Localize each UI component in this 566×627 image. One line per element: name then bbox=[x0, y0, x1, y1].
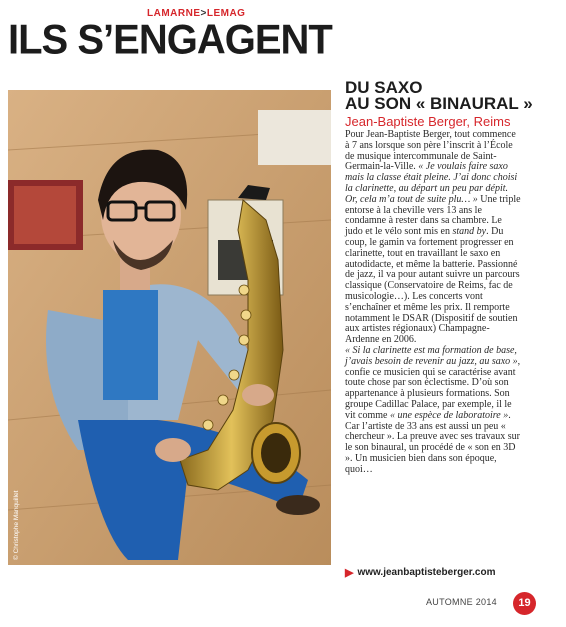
musician-photo bbox=[8, 90, 331, 565]
website-link-row[interactable] bbox=[345, 566, 495, 579]
headline-line2: AU SON « BINAURAL » bbox=[345, 94, 533, 113]
p2-text: , confie ce musicien qui se caractérise avant toute chose par son éclectisme. D’où son appartenance à plusieurs formations. Son groupe Cadillac Palace, par exemple, il le vit comme bbox=[345, 355, 521, 421]
article-byline: Jean-Baptiste Berger, Reims bbox=[345, 114, 511, 129]
photo-credit: © Christophe Manquillet bbox=[13, 490, 20, 560]
paragraph-2 bbox=[345, 346, 521, 476]
p1-continued: . Du coup, le gamin va fortement progresser en clarinette, tout en travaillant le saxo en autodidacte, et même la batterie. Passionné de jazz, il va pour autant suivre un parcours classique (Conservatoire de Reims, fac de musicologie…). Les concerts vont s’enchaîner et même les prix. Il remporte notamment le DSAR (Dispositif de soutien aux artistes régionaux) Champagne-Ardenne en 2006. bbox=[345, 226, 520, 346]
article-headline bbox=[345, 80, 533, 112]
p1-text: Une triple entorse à la cheville vers 13 ans le condamne à rester dans sa chambre. Le judo et le vélo sont mis en bbox=[345, 193, 521, 238]
p1-quote: « Je voulais faire saxo mais la classe était pleine. J’ai donc choisi la clarinette, au départ un peu par dépit. Or, cela m’a tout de suite plu… » bbox=[345, 161, 518, 205]
masthead-separator: > bbox=[200, 8, 207, 19]
p2-quote: « Si la clarinette est ma formation de base, j’avais besoin de revenir au jazz, au saxo » bbox=[345, 344, 518, 367]
page-number-badge: 19 bbox=[513, 592, 536, 615]
link-arrow-icon: ▶ bbox=[345, 567, 354, 579]
masthead-part2: LEMAG bbox=[206, 8, 246, 19]
issue-season: AUTOMNE 2014 bbox=[426, 597, 497, 607]
photo-illustration bbox=[8, 90, 331, 565]
p2-quote2: « une espèce de laboratoire » bbox=[390, 409, 509, 421]
p1-standby: stand by bbox=[452, 226, 487, 238]
article-body bbox=[345, 130, 521, 476]
paragraph-1 bbox=[345, 130, 521, 346]
p1-intro: Pour Jean-Baptiste Berger, tout commence à 7 ans lorsque son père l’inscrit à l’École de musique intercommunale de Saint-Germain-la-Ville. bbox=[345, 129, 516, 173]
section-title: ILS S’ENGAGENT bbox=[8, 16, 332, 64]
headline-line1: DU SAXO bbox=[345, 78, 423, 97]
p2-ending: . Car l’artiste de 33 ans est aussi un peu « chercheur ». La preuve avec ses travaux sur le son binaural, un procédé de « son en 3D ». Un musicien bien dans son époque, quoi… bbox=[345, 409, 520, 475]
masthead-part1: LAMARNE bbox=[147, 8, 201, 19]
website-link[interactable]: www.jeanbaptisteberger.com bbox=[357, 567, 496, 578]
